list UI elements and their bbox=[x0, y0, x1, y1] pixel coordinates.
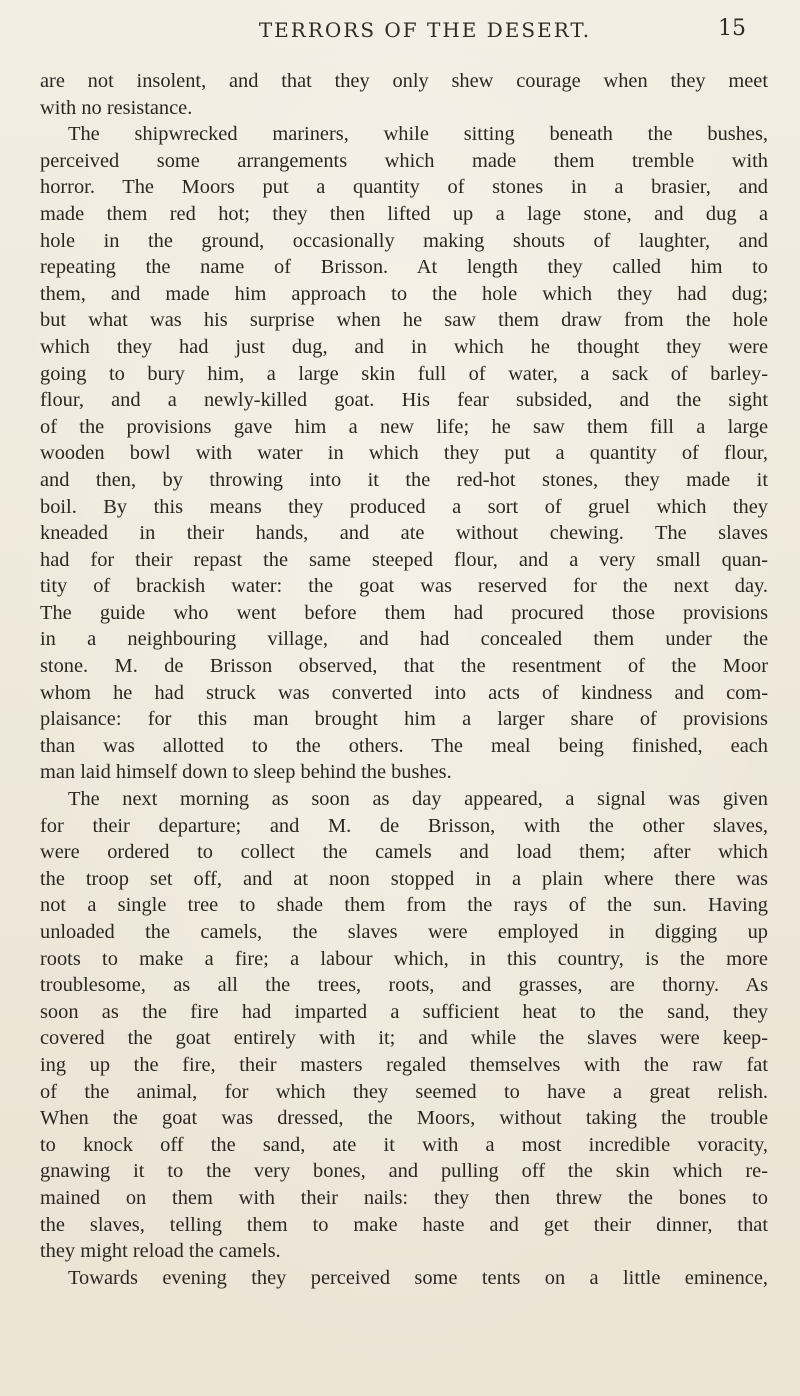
page-number: 15 bbox=[718, 16, 746, 41]
text-line: but what was his surprise when he saw them draw from the hole bbox=[40, 309, 768, 332]
text-line: horror. The Moors put a quantity of stones in a brasier, and bbox=[40, 176, 768, 199]
text-line: man laid himself down to sleep behind the bushes. bbox=[40, 761, 452, 784]
text-line: flour, and a newly-killed goat. His fear subsided, and the sight bbox=[40, 389, 768, 412]
text-line: mained on them with their nails: they then threw the bones to bbox=[40, 1186, 768, 1209]
text-line: are not insolent, and that they only shew courage when they meet bbox=[40, 70, 768, 92]
text-line: covered the goat entirely with it; and while the slaves were keep- bbox=[40, 1027, 768, 1050]
text-line: troublesome, as all the trees, roots, and grasses, are thorny. As bbox=[40, 974, 768, 997]
text-line: Towards evening they perceived some tents on a little eminence, bbox=[68, 1266, 768, 1289]
text-line: plaisance: for this man brought him a larger share of provisions bbox=[40, 708, 768, 731]
text-line: gnawing it to the very bones, and pulling off the skin which re- bbox=[40, 1160, 768, 1183]
text-line: wooden bowl with water in which they put a quantity of flour, bbox=[40, 442, 768, 465]
text-line: boil. By this means they produced a sort of gruel which they bbox=[40, 495, 768, 518]
text-line: in a neighbouring village, and had concealed them under the bbox=[40, 628, 768, 651]
text-line: than was allotted to the others. The meal being finished, each bbox=[40, 734, 768, 757]
text-line: made them red hot; they then lifted up a lage stone, and dug a bbox=[40, 202, 768, 225]
running-title: TERRORS OF THE DESERT. bbox=[258, 18, 592, 42]
text-line: perceived some arrangements which made them tremble with bbox=[40, 149, 768, 172]
text-line: which they had just dug, and in which he thought they were bbox=[40, 335, 768, 358]
text-line: repeating the name of Brisson. At length they called him to bbox=[40, 256, 768, 279]
text-line: the troop set off, and at noon stopped in a plain where there was bbox=[40, 867, 768, 890]
text-line: and then, by throwing into it the red-hot stones, they made it bbox=[40, 468, 768, 491]
text-line: of the provisions gave him a new life; he saw them fill a large bbox=[40, 415, 768, 438]
text-line: for their departure; and M. de Brisson, with the other slaves, bbox=[40, 814, 768, 837]
text-line: had for their repast the same steeped flour, and a very small quan- bbox=[40, 548, 768, 571]
text-line: hole in the ground, occasionally making shouts of laughter, and bbox=[40, 229, 768, 252]
text-line: them, and made him approach to the hole which they had dug; bbox=[40, 282, 768, 305]
text-line: the slaves, telling them to make haste and get their dinner, that bbox=[40, 1213, 768, 1236]
text-line: not a single tree to shade them from the rays of the sun. Having bbox=[40, 894, 768, 917]
body-text bbox=[40, 68, 768, 1291]
text-line: to knock off the sand, ate it with a most incredible voracity, bbox=[40, 1133, 768, 1156]
text-line: The shipwrecked mariners, while sitting beneath the bushes, bbox=[68, 123, 768, 146]
text-line: soon as the fire had imparted a sufficient heat to the sand, they bbox=[40, 1000, 768, 1023]
text-line: unloaded the camels, the slaves were employed in digging up bbox=[40, 921, 768, 943]
text-line: they might reload the camels. bbox=[40, 1240, 281, 1263]
text-line: The next morning as soon as day appeared, a signal was given bbox=[68, 788, 768, 811]
text-line: roots to make a fire; a labour which, in this country, is the more bbox=[40, 947, 768, 970]
text-line: kneaded in their hands, and ate without chewing. The slaves bbox=[40, 522, 768, 545]
text-line: of the animal, for which they seemed to have a great relish. bbox=[40, 1080, 768, 1103]
text-line: The guide who went before them had procured those provisions bbox=[40, 601, 768, 624]
text-line: with no resistance. bbox=[40, 96, 193, 119]
text-line: were ordered to collect the camels and load them; after which bbox=[40, 841, 768, 864]
text-line: going to bury him, a large skin full of water, a sack of barley- bbox=[40, 362, 768, 385]
text-line: stone. M. de Brisson observed, that the resentment of the Moor bbox=[40, 655, 768, 678]
text-line: tity of brackish water: the goat was reserved for the next day. bbox=[40, 575, 768, 598]
text-line: When the goat was dressed, the Moors, without taking the trouble bbox=[40, 1107, 768, 1130]
text-line: ing up the fire, their masters regaled themselves with the raw fat bbox=[40, 1053, 768, 1076]
text-line: whom he had struck was converted into acts of kindness and com- bbox=[40, 681, 768, 704]
